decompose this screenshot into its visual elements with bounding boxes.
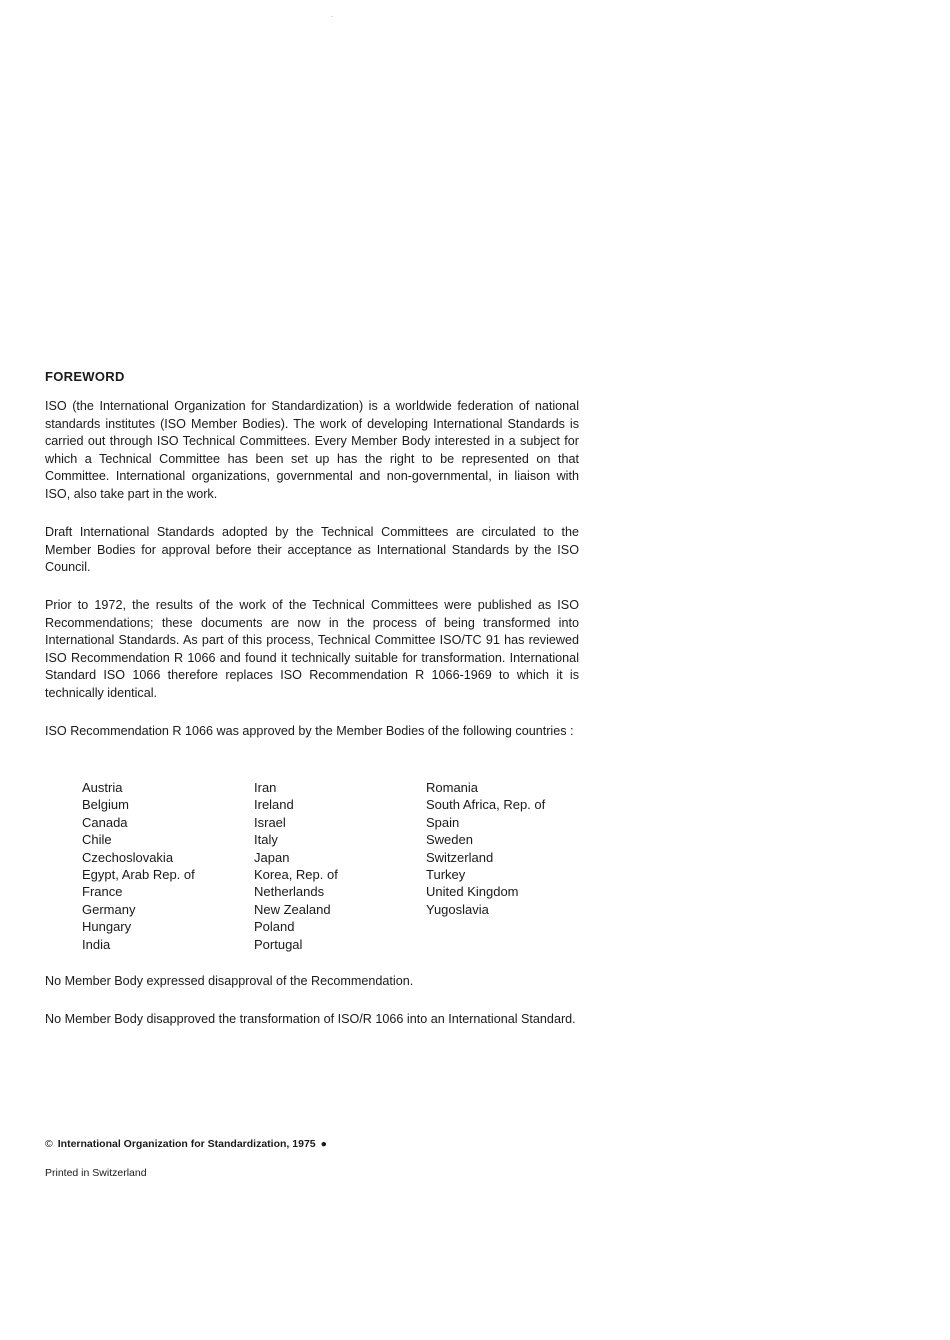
country-item: Netherlands — [254, 884, 325, 900]
country-item: France — [82, 884, 123, 900]
scan-speck — [331, 16, 333, 17]
country-item: Ireland — [254, 797, 294, 813]
country-item: Romania — [426, 780, 479, 795]
paragraph-no-transformation-disapproval: No Member Body disapproved the transformation of ISO/R 1066 into an International Standard. — [45, 1012, 576, 1026]
country-item: Switzerland — [426, 849, 494, 865]
paragraph-no-disapproval: No Member Body expressed disapproval of the Recommendation. — [45, 974, 414, 988]
country-item: Czechoslovakia — [82, 849, 174, 865]
country-item: Yugoslavia — [426, 901, 489, 917]
foreword-heading: FOREWORD — [45, 369, 125, 384]
country-item: United Kingdom — [426, 884, 519, 900]
copyright-text: International Organization for Standardization, 1975 — [57, 1138, 316, 1150]
country-item: Sweden — [426, 832, 473, 848]
country-item: Japan — [254, 849, 290, 865]
countries-column-3 — [426, 779, 582, 953]
paragraph-draft-standards: Draft International Standards adopted by the Technical Committees are circulated to the Member Bodies for approval before their acceptance as International Standards by the ISO Council. — [45, 525, 579, 574]
bullet-icon: ● — [320, 1138, 327, 1150]
approving-countries-list — [82, 779, 582, 953]
country-item: New Zealand — [254, 901, 331, 917]
country-item: India — [82, 936, 111, 952]
country-item: Germany — [82, 901, 136, 917]
country-item: Austria — [82, 780, 123, 795]
country-item: Israel — [254, 814, 286, 830]
country-item: Portugal — [254, 936, 303, 952]
countries-column-2 — [254, 779, 426, 953]
country-item: Chile — [82, 832, 112, 848]
country-item: South Africa, Rep. of — [426, 797, 546, 813]
copyright-notice — [45, 1138, 327, 1150]
country-item: Belgium — [82, 797, 129, 813]
country-item: Egypt, Arab Rep. of — [82, 867, 195, 883]
copyright-icon: © — [45, 1138, 53, 1150]
country-item: Hungary — [82, 919, 132, 935]
paragraph-approval-intro: ISO Recommendation R 1066 was approved by the Member Bodies of the following countries : — [45, 724, 574, 738]
country-item: Poland — [254, 919, 295, 935]
paragraph-transformation: Prior to 1972, the results of the work of the Technical Committees were published as ISO Recommendations; these documents are now in the process of being transformed into International Standards. As part of this process, Technical Committee ISO/TC 91 has reviewed ISO Recommendation R 1066 and found it technically suitable for transformation. International Standard ISO 1066 therefore replaces ISO Recommendation R 1066-1969 to which it is technically identical. — [45, 598, 579, 700]
country-item: Canada — [82, 814, 128, 830]
paragraph-iso-description: ISO (the International Organization for Standardization) is a worldwide federation of national standards institutes (ISO Member Bodies). The work of developing International Standards is carried out through ISO Technical Committees. Every Member Body interested in a subject for which a Technical Committee has been set up has the right to be represented on that Committee. International organizations, governmental and non-governmental, in liaison with ISO, also take part in the work. — [45, 399, 579, 501]
country-item: Iran — [254, 780, 277, 795]
country-item: Spain — [426, 814, 460, 830]
country-item: Italy — [254, 832, 278, 848]
country-item: Turkey — [426, 867, 466, 883]
countries-column-1 — [82, 779, 254, 953]
country-item: Korea, Rep. of — [254, 867, 338, 883]
printed-location: Printed in Switzerland — [45, 1167, 147, 1179]
